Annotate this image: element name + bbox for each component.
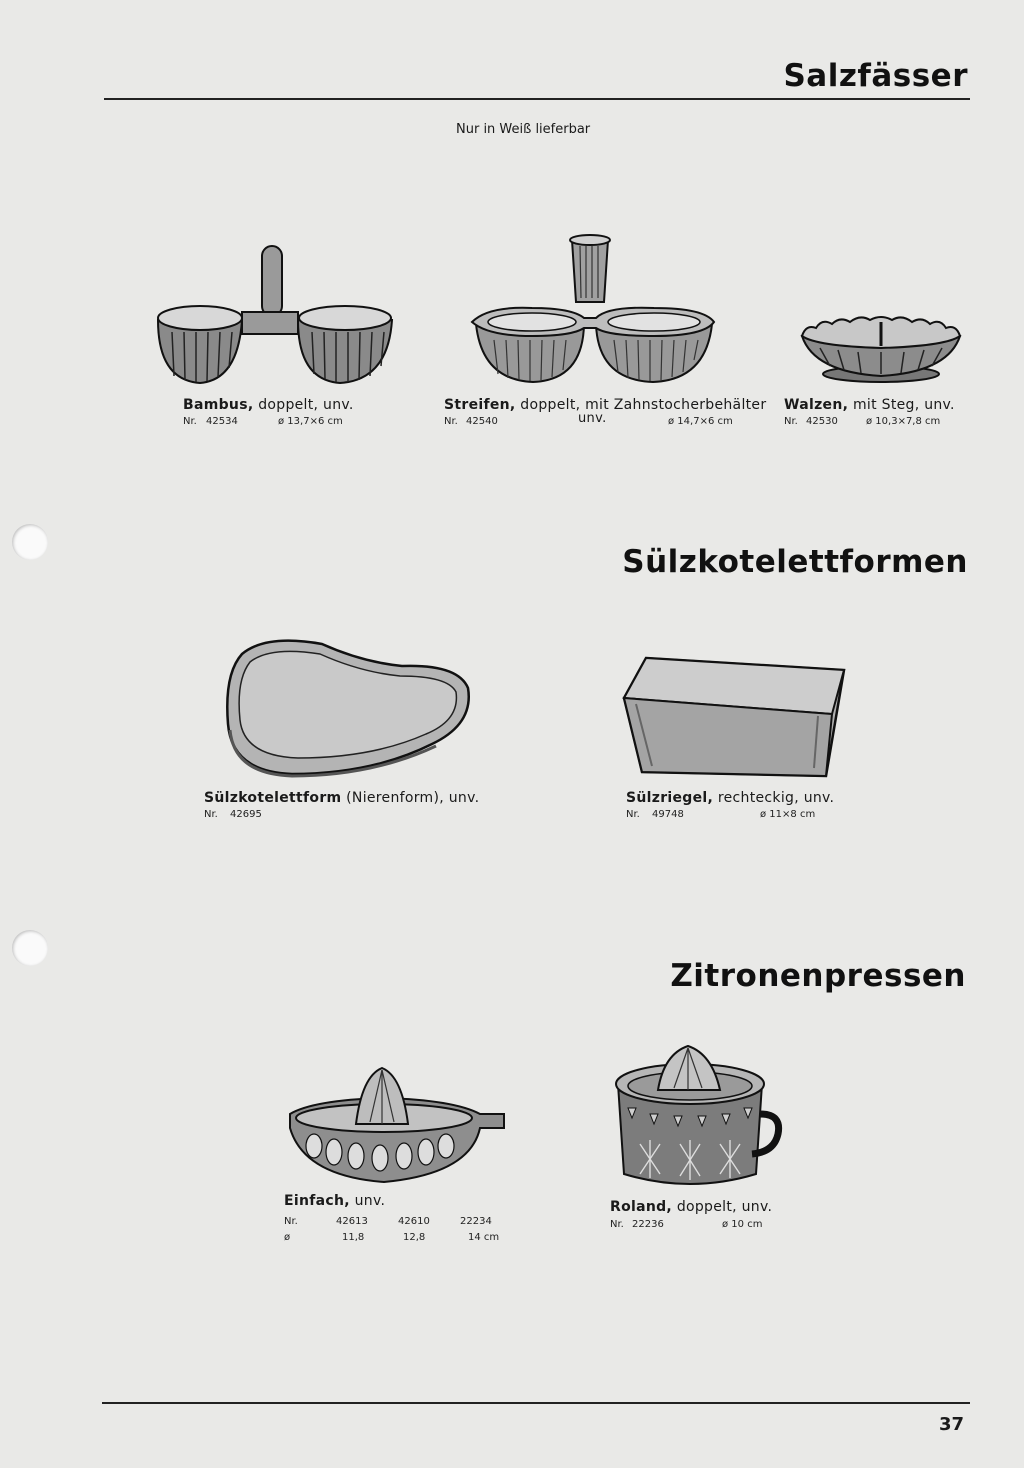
bambus-salt-cellar-image — [150, 240, 400, 390]
item-desc-streifen: doppelt, mit Zahnstocherbehälter — [515, 397, 767, 413]
item-size-roland: ø 10 cm — [722, 1219, 763, 1230]
item-desc-walzen: mit Steg, unv. — [848, 397, 955, 413]
walzen-salt-cellar-image — [796, 312, 966, 384]
punch-hole-upper — [12, 524, 48, 560]
item-extra-streifen: unv. — [578, 411, 607, 426]
caption-roland — [610, 1199, 772, 1215]
item-nr-einfach-2: 42610 — [398, 1216, 430, 1227]
roland-juicer-image — [606, 1044, 782, 1194]
bottom-rule — [102, 1402, 970, 1404]
item-name-suelzriegel: Sülzriegel, — [626, 790, 714, 806]
item-desc-suelzriegel: rechteckig, unv. — [713, 790, 835, 806]
section-title-salzfaesser: Salzfässer — [783, 58, 968, 94]
caption-einfach — [284, 1193, 385, 1209]
top-rule — [104, 98, 970, 100]
item-dia-label-einfach: ø — [284, 1232, 291, 1243]
item-nr-roland: 22236 — [632, 1219, 664, 1230]
item-desc-bambus: doppelt, unv. — [253, 397, 354, 413]
item-size-streifen: ø 14,7×6 cm — [668, 416, 733, 427]
streifen-salt-cellar-image — [468, 232, 718, 387]
item-nr-label-streifen: Nr. — [444, 416, 458, 427]
suelzriegel-dish-image — [622, 654, 846, 780]
item-desc-roland: doppelt, unv. — [672, 1199, 773, 1215]
item-name-roland: Roland, — [610, 1199, 673, 1215]
item-nr-suelzriegel: 49748 — [652, 809, 684, 820]
item-dia-einfach-2: 12,8 — [403, 1232, 426, 1243]
item-nr-bambus: 42534 — [206, 416, 238, 427]
item-size-bambus: ø 13,7×6 cm — [278, 416, 343, 427]
item-nr-label-bambus: Nr. — [183, 416, 197, 427]
item-desc-suelzkotelettform: (Nierenform), unv. — [341, 790, 480, 806]
caption-walzen — [784, 397, 955, 413]
availability-note: Nur in Weiß lieferbar — [456, 122, 591, 137]
caption-bambus — [183, 397, 354, 413]
item-nr-label-suelzriegel: Nr. — [626, 809, 640, 820]
item-nr-label-walzen: Nr. — [784, 416, 798, 427]
item-size-walzen: ø 10,3×7,8 cm — [866, 416, 941, 427]
section-title-zitronenpressen: Zitronenpressen — [670, 958, 966, 994]
punch-hole-lower — [12, 930, 48, 966]
item-nr-streifen: 42540 — [466, 416, 498, 427]
page-number: 37 — [938, 1414, 964, 1435]
suelzkotelettform-dish-image — [222, 634, 472, 780]
item-nr-suelzkotelettform: 42695 — [230, 809, 262, 820]
item-nr-label-roland: Nr. — [610, 1219, 624, 1230]
item-name-suelzkotelettform: Sülzkotelettform — [204, 790, 342, 806]
item-dia-einfach-1: 11,8 — [342, 1232, 365, 1243]
item-nr-einfach-3: 22234 — [460, 1216, 492, 1227]
einfach-juicer-image — [284, 1066, 508, 1188]
item-nr-label-suelzkotelettform: Nr. — [204, 809, 218, 820]
item-nr-walzen: 42530 — [806, 416, 838, 427]
section-title-suelzkotelettformen: Sülzkotelettformen — [622, 544, 968, 580]
item-nr-label-einfach: Nr. — [284, 1216, 298, 1227]
item-name-einfach: Einfach, — [284, 1193, 350, 1209]
item-desc-einfach: unv. — [349, 1193, 386, 1209]
caption-suelzkotelettform — [204, 790, 479, 806]
caption-suelzriegel — [626, 790, 834, 806]
item-dia-einfach-3: 14 cm — [468, 1232, 500, 1243]
item-size-suelzriegel: ø 11×8 cm — [760, 809, 816, 820]
item-name-streifen: Streifen, — [444, 397, 516, 413]
item-name-walzen: Walzen, — [784, 397, 849, 413]
item-name-bambus: Bambus, — [183, 397, 254, 413]
item-nr-einfach-1: 42613 — [336, 1216, 368, 1227]
